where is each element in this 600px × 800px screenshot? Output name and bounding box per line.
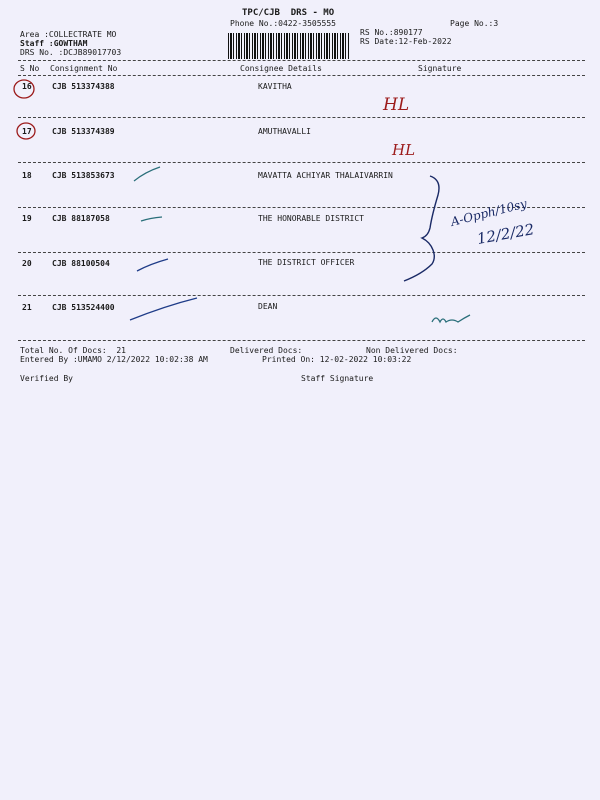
row-sno: 18 bbox=[22, 171, 32, 180]
handwritten-initials: HL bbox=[383, 95, 410, 115]
office-title: TPC/CJB DRS - MO bbox=[242, 8, 335, 18]
column-sno: S No bbox=[20, 64, 40, 73]
check-stroke bbox=[134, 167, 160, 181]
red-circle-mark bbox=[14, 80, 34, 98]
row-sno: 21 bbox=[22, 303, 32, 312]
area-label: Area :COLLECTRATE MO bbox=[20, 30, 117, 39]
row-sno: 19 bbox=[22, 214, 32, 223]
delivered-docs: Delivered Docs: bbox=[230, 346, 303, 355]
drs-number: DRS No. :DCJB89017703 bbox=[20, 48, 122, 57]
bracket-mark bbox=[404, 176, 439, 281]
check-stroke bbox=[130, 298, 197, 320]
phone-number: Phone No.:0422-3505555 bbox=[230, 19, 336, 28]
handwritten-initials: HL bbox=[392, 141, 416, 159]
row-consignment: CJB 88187058 bbox=[52, 214, 110, 223]
page-number: Page No.:3 bbox=[450, 19, 499, 28]
staff-label: Staff :GOWTHAM bbox=[20, 39, 88, 48]
check-stroke bbox=[141, 217, 162, 221]
check-stroke bbox=[137, 259, 168, 271]
verified-by: Verified By bbox=[20, 374, 73, 383]
row-sno: 17 bbox=[22, 127, 32, 136]
row-consignment: CJB 513374389 bbox=[52, 127, 115, 136]
row-consignee: MAVATTA ACHIYAR THALAIVARRIN bbox=[258, 171, 393, 180]
column-consignee: Consignee Details bbox=[240, 64, 322, 73]
row-consignee: THE DISTRICT OFFICER bbox=[258, 258, 355, 267]
row-consignment: CJB 513524400 bbox=[52, 303, 115, 312]
row-sno: 20 bbox=[22, 259, 32, 268]
non-delivered-docs: Non Delivered Docs: bbox=[366, 346, 458, 355]
printed-on: Printed On: 12-02-2022 10:03:22 bbox=[262, 355, 412, 364]
row-sno: 16 bbox=[22, 82, 32, 91]
row-consignment: CJB 88100504 bbox=[52, 259, 110, 268]
row-consignee: KAVITHA bbox=[258, 82, 292, 91]
column-consignment: Consignment No bbox=[50, 64, 118, 73]
total-docs: Total No. Of Docs: 21 bbox=[20, 346, 126, 355]
entered-by: Entered By :UMAMO 2/12/2022 10:02:38 AM bbox=[20, 355, 208, 364]
red-circle-mark bbox=[17, 123, 35, 139]
row-consignment: CJB 513374388 bbox=[52, 82, 115, 91]
row-consignment: CJB 513853673 bbox=[52, 171, 115, 180]
handwritten-note: A-Opph/10sy bbox=[449, 196, 529, 229]
row-consignee: AMUTHAVALLI bbox=[258, 127, 311, 136]
handwritten-date: 12/2/22 bbox=[475, 220, 536, 248]
row-consignee: DEAN bbox=[258, 302, 278, 311]
row-consignee: THE HONORABLE DISTRICT bbox=[258, 214, 364, 223]
signature-squiggle bbox=[432, 315, 470, 322]
rs-date: RS Date:12-Feb-2022 bbox=[360, 37, 452, 46]
staff-signature-label: Staff Signature bbox=[301, 374, 374, 383]
rs-number: RS No.:890177 bbox=[360, 28, 423, 37]
column-signature: Signature bbox=[418, 64, 462, 73]
